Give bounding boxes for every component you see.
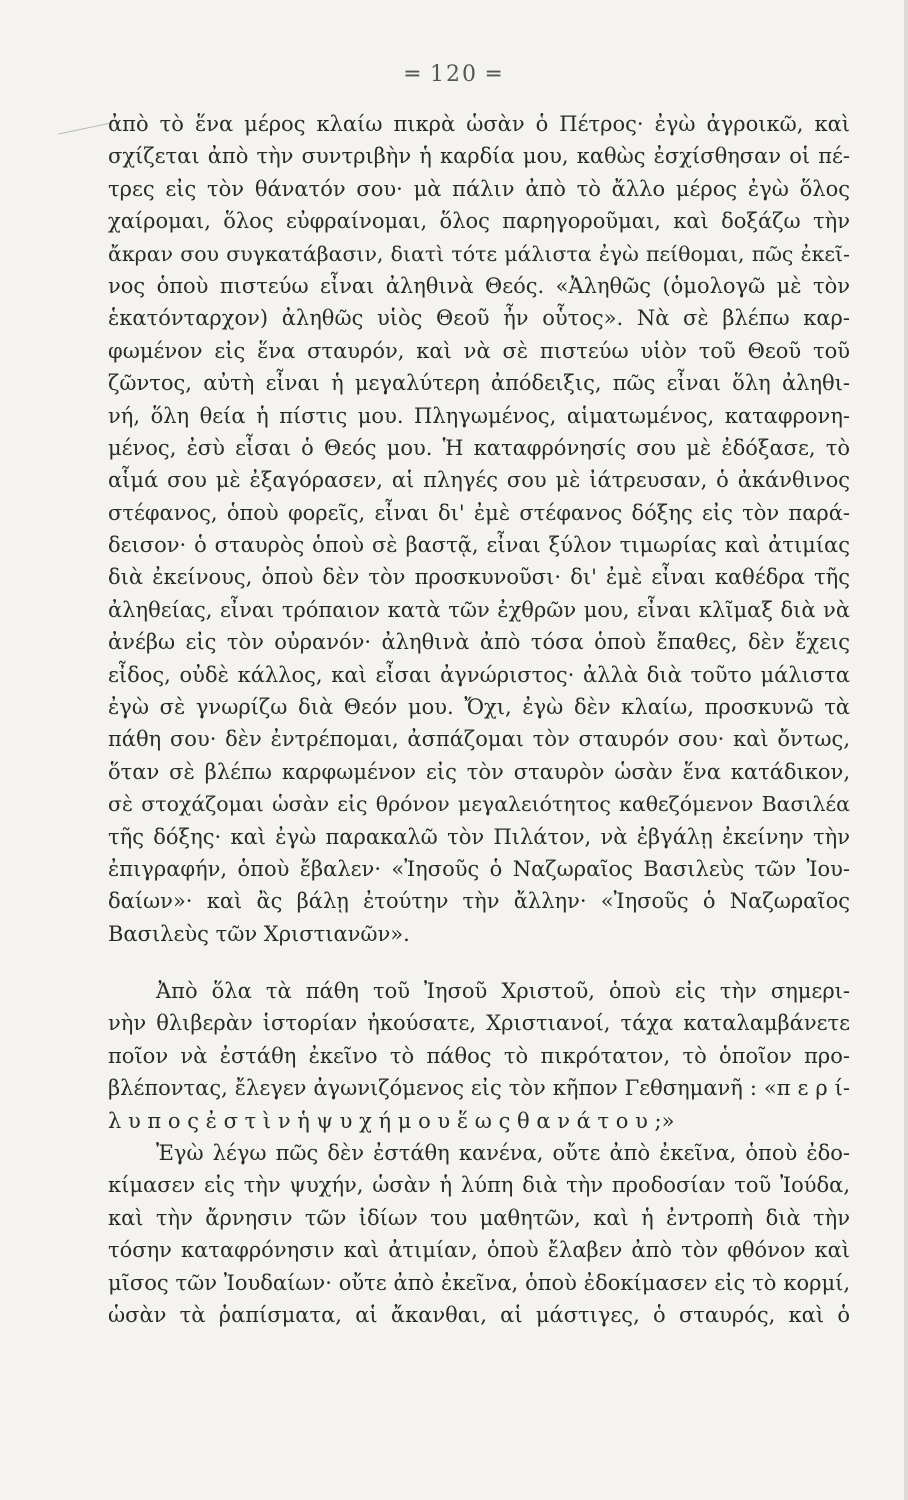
margin-pencil-mark bbox=[58, 123, 114, 156]
text-line: ζῶντος, αὐτὴ εἶναι ἡ μεγαλύτερη ἀπόδειξις, πῶς εἶναι ὅλη ἀληθι- bbox=[108, 371, 850, 396]
text-line: πάθη σου· δὲν ἐντρέπομαι, ἀσπάζομαι τὸν σταυρόν σου· καὶ ὄντως, bbox=[108, 727, 850, 752]
text-line: Βασιλεὺς τῶν Χριστιανῶν». bbox=[108, 921, 410, 946]
text-line: διὰ ἐκείνους, ὁποὺ δὲν τὸν προσκυνοῦσι· δι' ἐμὲ εἶναι καθέδρα τῆς bbox=[108, 565, 850, 590]
text-line: αἷμά σου μὲ ἐξαγόρασεν, αἱ πληγές σου μὲ ἰάτρευσαν, ὁ ἀκάνθινος bbox=[108, 468, 850, 493]
text-line: Ἐγὼ λέγω πῶς δὲν ἐστάθη κανένα, οὔτε ἀπὸ ἐκεῖνα, ὁποὺ ἐδο- bbox=[156, 1140, 850, 1165]
text-line: βλέποντας, ἔλεγεν ἀγωνιζόμενος εἰς τὸν κῆπον Γεθσημανῆ : «π ε ρ ί- bbox=[108, 1076, 850, 1101]
text-line: ποῖον νὰ ἐστάθη ἐκεῖνο τὸ πάθος τὸ πικρότατον, τὸ ὁποῖον προ- bbox=[108, 1043, 850, 1068]
text-line: ἀληθείας, εἶναι τρόπαιον κατὰ τῶν ἐχθρῶν μου, εἶναι κλῖμαξ διὰ νὰ bbox=[108, 597, 850, 622]
text-line: τόσην καταφρόνησιν καὶ ἀτιμίαν, ὁποὺ ἔλαβεν ἀπὸ τὸν φθόνον καὶ bbox=[108, 1238, 850, 1263]
text-line: χαίρομαι, ὅλος εὐφραίνομαι, ὅλος παρηγοροῦμαι, καὶ δοξάζω τὴν bbox=[108, 209, 850, 234]
text-line: ὅταν σὲ βλέπω καρφωμένον εἰς τὸν σταυρὸν ὡσὰν ἕνα κατάδικον, bbox=[108, 759, 850, 784]
paragraph-1 bbox=[108, 108, 850, 950]
text-line: μένος, ἐσὺ εἶσαι ὁ Θεός μου. Ἡ καταφρόνησίς σου μὲ ἐδόξασε, τὸ bbox=[108, 435, 850, 460]
text-line: Ἀπὸ ὅλα τὰ πάθη τοῦ Ἰησοῦ Χριστοῦ, ὁποὺ εἰς τὴν σημερι- bbox=[156, 979, 850, 1003]
text-line: νή, ὅλη θεία ἡ πίστις μου. Πληγωμένος, αἱματωμένος, καταφρονη- bbox=[108, 403, 850, 428]
text-line: εἶδος, οὐδὲ κάλλος, καὶ εἶσαι ἀγνώριστος· ἀλλὰ διὰ τοῦτο μάλιστα bbox=[108, 662, 850, 687]
text-line: κίμασεν εἰς τὴν ψυχήν, ὡσὰν ἡ λύπη διὰ τὴν προδοσίαν τοῦ Ἰούδα, bbox=[108, 1173, 850, 1198]
page-edge bbox=[904, 0, 908, 1500]
text-line: τρες εἰς τὸν θάνατόν σου· μὰ πάλιν ἀπὸ τὸ ἄλλο μέρος ἐγὼ ὅλος bbox=[108, 176, 850, 201]
text-line: μῖσος τῶν Ἰουδαίων· οὔτε ἀπὸ ἐκεῖνα, ὁποὺ ἐδοκίμασεν εἰς τὸ κορμί, bbox=[108, 1270, 850, 1295]
text-line: καὶ τὴν ἄρνησιν τῶν ἰδίων του μαθητῶν, καὶ ἡ ἐντροπὴ διὰ τὴν bbox=[108, 1205, 850, 1230]
text-line: νὴν θλιβερὰν ἱστορίαν ἠκούσατε, Χριστιανοί, τάχα καταλαμβάνετε bbox=[108, 1011, 850, 1036]
text-line: σχίζεται ἀπὸ τὴν συντριβὴν ἡ καρδία μου, καθὼς ἐσχίσθησαν οἱ πέ- bbox=[108, 144, 850, 169]
text-line: δεισον· ὁ σταυρὸς ὁποὺ σὲ βαστᾷ, εἶναι ξύλον τιμωρίας καὶ ἀτιμίας bbox=[108, 533, 850, 558]
text-line: στέφανος, ὁποὺ φορεῖς, εἶναι δι' ἐμὲ στέφανος δόξης εἰς τὸν παρά- bbox=[108, 500, 850, 525]
text-line: νος ὁποὺ πιστεύω εἶναι ἀληθινὰ Θεός. «Ἀληθῶς (ὁμολογῶ μὲ τὸν bbox=[108, 273, 850, 298]
text-line: ἐγὼ σὲ γνωρίζω διὰ Θεόν μου. Ὄχι, ἐγὼ δὲν κλαίω, προσκυνῶ τὰ bbox=[108, 695, 850, 720]
text-line: ἄκραν σου συγκατάβασιν, διατὶ τότε μάλιστα ἐγὼ πείθομαι, πῶς ἐκεῖ- bbox=[108, 241, 850, 266]
text-line: δαίων»· καὶ ἂς βάλῃ ἐτούτην τὴν ἄλλην· «Ἰησοῦς ὁ Ναζωραῖος bbox=[108, 889, 850, 914]
text-line: ἀνέβω εἰς τὸν οὐρανόν· ἀληθινὰ ἀπὸ τόσα ὁποὺ ἔπαθες, δὲν ἔχεις bbox=[108, 630, 850, 655]
text-line: ὡσὰν τὰ ῥαπίσματα, αἱ ἄκανθαι, αἱ μάστιγες, ὁ σταυρός, καὶ ὁ bbox=[108, 1302, 850, 1327]
page-number: ═ 120 ═ bbox=[405, 62, 503, 87]
text-line: ἐπιγραφήν, ὁποὺ ἔβαλεν· «Ἰησοῦς ὁ Ναζωραῖος Βασιλεὺς τῶν Ἰου- bbox=[108, 856, 850, 881]
text-line: λ υ π ο ς ἐ σ τ ὶ ν ἡ ψ υ χ ή μ ο υ ἕ ω ς θ α ν ά τ ο υ ;» bbox=[108, 1108, 675, 1133]
paragraph-2 bbox=[108, 975, 850, 1331]
text-line: φωμένον εἰς ἕνα σταυρόν, καὶ νὰ σὲ πιστεύω υἱὸν τοῦ Θεοῦ τοῦ bbox=[108, 338, 850, 363]
text-line: τῆς δόξης· καὶ ἐγὼ παρακαλῶ τὸν Πιλάτον, νὰ ἐβγάλῃ ἐκείνην τὴν bbox=[108, 824, 850, 849]
text-line: ἀπὸ τὸ ἕνα μέρος κλαίω πικρὰ ὡσὰν ὁ Πέτρος· ἐγὼ ἀγροικῶ, καὶ bbox=[108, 112, 850, 136]
text-line: ἑκατόνταρχον) ἀληθῶς υἱὸς Θεοῦ ἦν οὗτος». Νὰ σὲ βλέπω καρ- bbox=[108, 306, 850, 331]
text-line: σὲ στοχάζομαι ὡσὰν εἰς θρόνον μεγαλειότητος καθεζόμενον Βασιλέα bbox=[108, 792, 850, 817]
